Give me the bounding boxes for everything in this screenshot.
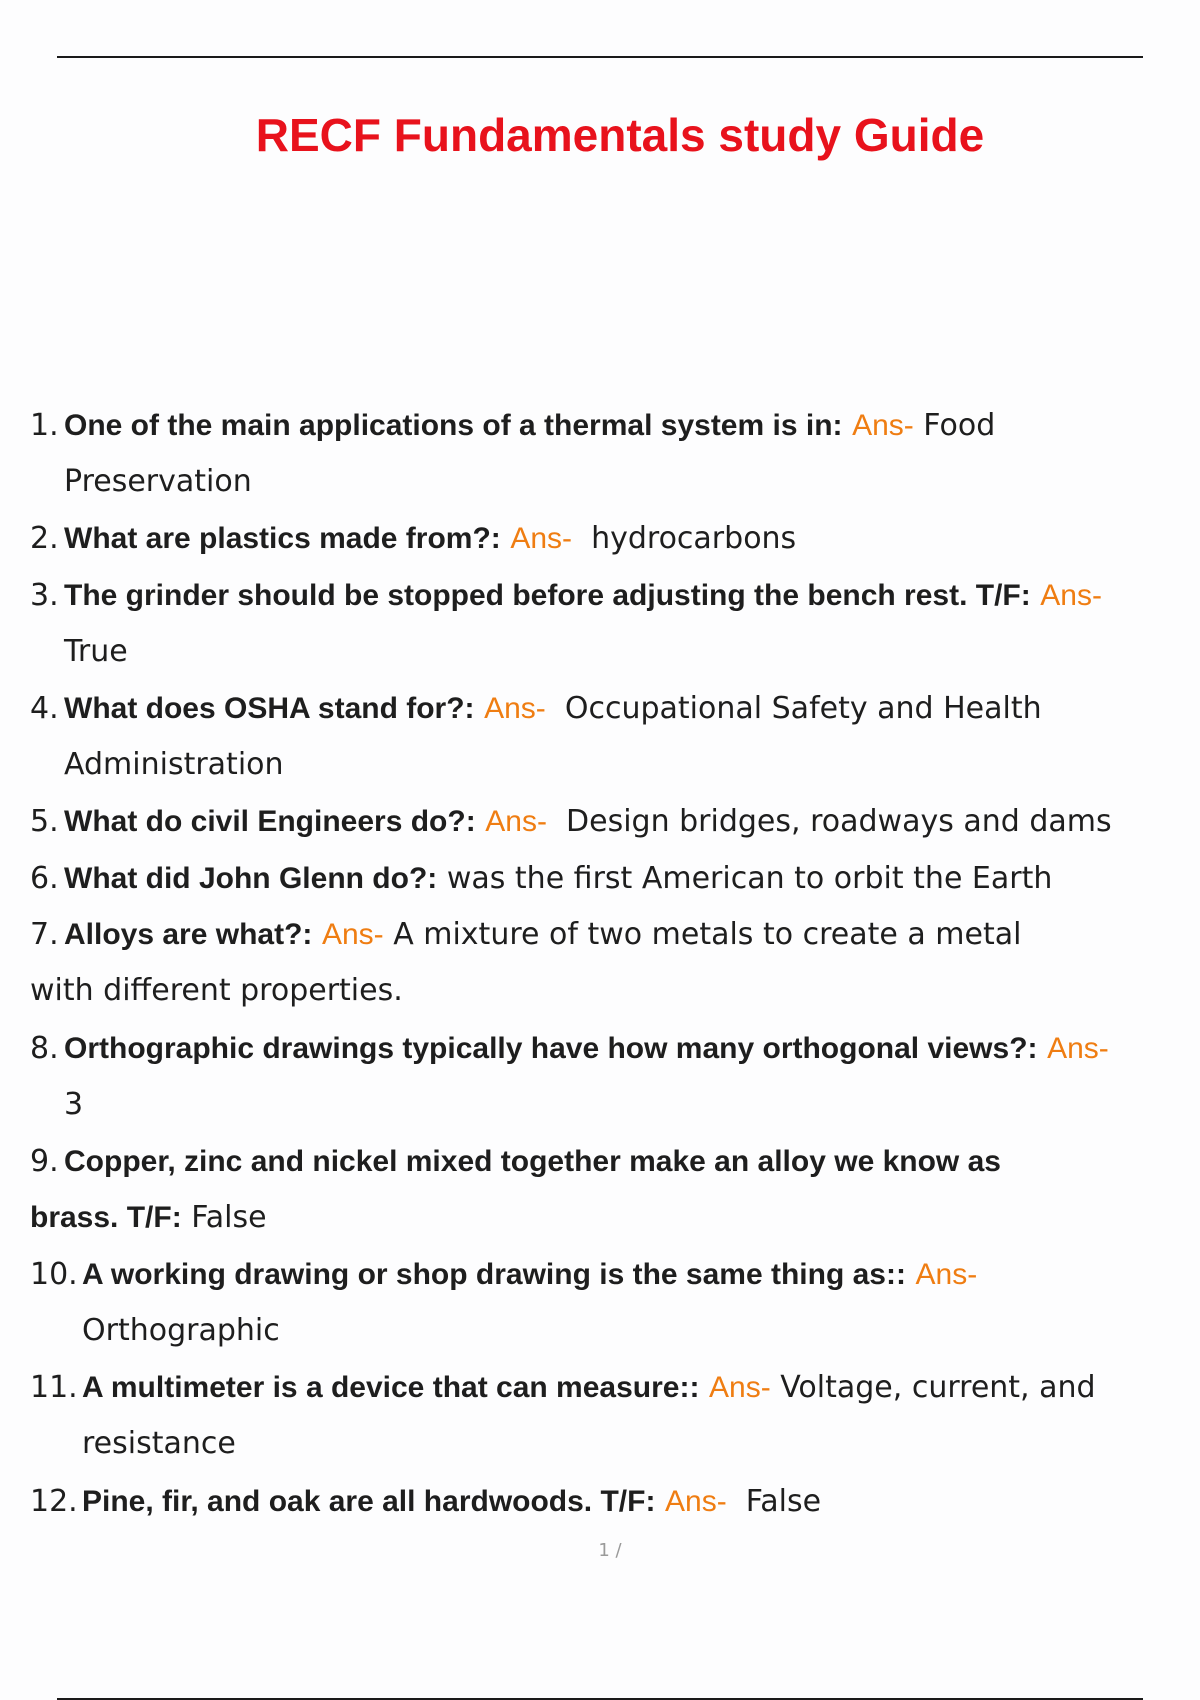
answer-text: Occupational Safety and Health — [564, 691, 1042, 726]
item-number: 8. — [30, 1031, 59, 1066]
list-item — [30, 1134, 1200, 1246]
list-item — [30, 851, 1200, 907]
page-number: 1 / — [598, 1540, 622, 1561]
answer-label: Ans- — [915, 1258, 978, 1291]
question-text: A working drawing or shop drawing is the same thing as:: — [82, 1258, 906, 1291]
item-number: 2. — [30, 521, 59, 556]
answer-continuation: Preservation — [64, 464, 252, 499]
answer-text: hydrocarbons — [591, 521, 797, 556]
list-item — [30, 568, 1200, 680]
document-title: RECF Fundamentals study Guide — [255, 109, 985, 161]
answer-text: False — [191, 1200, 267, 1235]
question-continuation: brass. T/F: — [30, 1201, 182, 1234]
answer-continuation: Administration — [64, 747, 284, 782]
question-text: Copper, zinc and nickel mixed together make an alloy we know as — [64, 1145, 1001, 1178]
item-number: 11. — [30, 1370, 78, 1405]
question-text: What did John Glenn do?: — [64, 862, 438, 895]
answer-text: 3 — [64, 1087, 84, 1122]
question-text: What do civil Engineers do?: — [64, 805, 476, 838]
answer-text: Design bridges, roadways and dams — [566, 804, 1112, 839]
question-text: The grinder should be stopped before adjusting the bench rest. T/F: — [64, 579, 1031, 612]
item-number: 3. — [30, 578, 59, 613]
question-text: What does OSHA stand for?: — [64, 692, 475, 725]
answer-text: Orthographic — [82, 1313, 280, 1348]
list-item — [30, 1021, 1200, 1133]
answer-label: Ans- — [1047, 1032, 1109, 1065]
answer-text: True — [64, 634, 128, 669]
list-item — [30, 511, 1200, 567]
answer-text: was the first American to orbit the Earth — [446, 861, 1053, 896]
answer-label: Ans- — [709, 1371, 771, 1404]
item-number: 6. — [30, 861, 59, 896]
item-number: 1. — [30, 408, 59, 443]
list-item — [30, 398, 1200, 510]
answer-label: Ans- — [510, 522, 573, 555]
answer-text: Food — [923, 408, 996, 443]
question-text: A multimeter is a device that can measure:: — [82, 1371, 700, 1404]
question-text: Alloys are what?: — [64, 918, 313, 951]
answer-text: Voltage, current, and — [780, 1370, 1096, 1405]
list-item — [30, 681, 1200, 793]
top-rule — [57, 56, 1143, 58]
question-text: Orthographic drawings typically have how many orthogonal views?: — [64, 1032, 1038, 1065]
list-item — [30, 1474, 1200, 1530]
answer-label: Ans- — [484, 692, 546, 725]
answer-label: Ans- — [485, 805, 547, 838]
answer-label: Ans- — [321, 918, 384, 951]
list-item — [30, 1247, 1200, 1359]
answer-label: Ans- — [665, 1485, 727, 1518]
item-number: 12. — [30, 1484, 78, 1519]
item-number: 4. — [30, 691, 59, 726]
list-item — [30, 1360, 1200, 1472]
item-number: 7. — [30, 917, 59, 952]
question-text: What are plastics made from?: — [64, 522, 501, 555]
question-text: Pine, fir, and oak are all hardwoods. T/F: — [82, 1485, 656, 1518]
answer-continuation: with different properties. — [30, 973, 403, 1008]
answer-text: A mixture of two metals to create a metal — [393, 917, 1022, 952]
item-number: 9. — [30, 1144, 59, 1179]
answer-label: Ans- — [852, 409, 914, 442]
answer-continuation: resistance — [82, 1426, 236, 1461]
list-item — [30, 794, 1200, 850]
item-number: 10. — [30, 1257, 78, 1292]
answer-text: False — [745, 1484, 822, 1519]
answer-label: Ans- — [1040, 579, 1102, 612]
question-text: One of the main applications of a thermal system is in: — [64, 409, 843, 442]
item-number: 5. — [30, 804, 59, 839]
list-item — [30, 907, 1200, 1019]
